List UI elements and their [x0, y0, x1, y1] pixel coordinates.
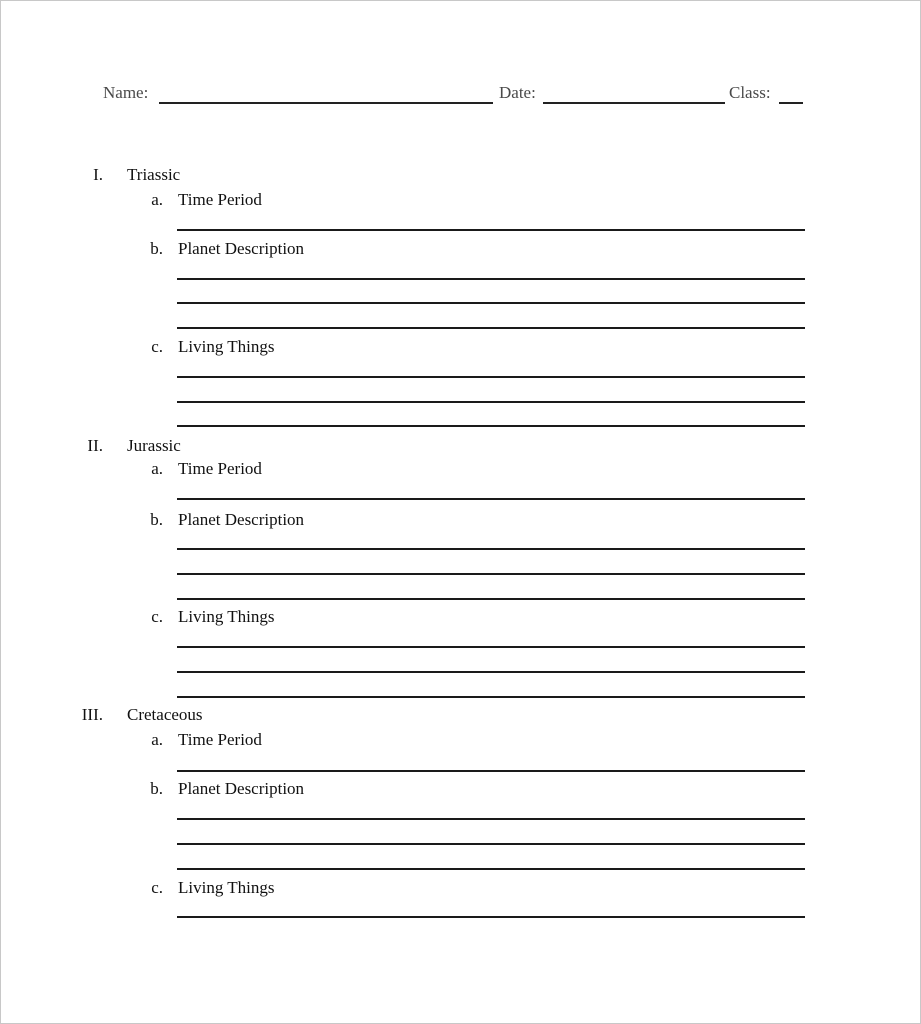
item-letter: b.	[150, 510, 163, 529]
answer-line[interactable]	[177, 278, 805, 280]
answer-line[interactable]	[177, 302, 805, 304]
section-title-triassic: Triassic	[127, 165, 181, 184]
answer-line[interactable]	[177, 770, 805, 772]
header-row	[103, 83, 807, 107]
class-label: Class:	[729, 83, 771, 102]
answer-line[interactable]	[177, 671, 805, 673]
item-label-living-things: Living Things	[178, 337, 275, 356]
date-label: Date:	[499, 83, 536, 102]
answer-line[interactable]	[177, 646, 805, 648]
answer-line[interactable]	[177, 868, 805, 870]
item-label-living-things: Living Things	[178, 607, 275, 626]
section-title-cretaceous: Cretaceous	[127, 705, 203, 724]
section-title-jurassic: Jurassic	[127, 436, 181, 455]
item-letter: b.	[150, 239, 163, 258]
section-numeral: III.	[81, 705, 103, 724]
answer-line[interactable]	[177, 916, 805, 918]
item-letter: b.	[150, 779, 163, 798]
item-letter: c.	[151, 337, 163, 356]
answer-line[interactable]	[177, 548, 805, 550]
date-blank[interactable]	[543, 102, 725, 104]
item-letter: a.	[151, 190, 163, 209]
item-label-time-period: Time Period	[178, 190, 262, 209]
item-letter: a.	[151, 459, 163, 478]
class-blank[interactable]	[779, 102, 803, 104]
section-numeral: II.	[87, 436, 103, 455]
answer-line[interactable]	[177, 229, 805, 231]
answer-line[interactable]	[177, 818, 805, 820]
item-label-living-things: Living Things	[178, 878, 275, 897]
answer-line[interactable]	[177, 573, 805, 575]
section-numeral: I.	[93, 165, 103, 184]
item-label-time-period: Time Period	[178, 730, 262, 749]
answer-line[interactable]	[177, 843, 805, 845]
item-letter: c.	[151, 607, 163, 626]
answer-line[interactable]	[177, 401, 805, 403]
name-label: Name:	[103, 83, 149, 102]
item-label-planet-description: Planet Description	[178, 239, 305, 258]
answer-line[interactable]	[177, 327, 805, 329]
name-blank[interactable]	[159, 102, 493, 104]
answer-line[interactable]	[177, 498, 805, 500]
item-label-planet-description: Planet Description	[178, 779, 305, 798]
answer-line[interactable]	[177, 696, 805, 698]
item-letter: a.	[151, 730, 163, 749]
answer-line[interactable]	[177, 425, 805, 427]
answer-line[interactable]	[177, 598, 805, 600]
item-letter: c.	[151, 878, 163, 897]
item-label-planet-description: Planet Description	[178, 510, 305, 529]
item-label-time-period: Time Period	[178, 459, 262, 478]
answer-line[interactable]	[177, 376, 805, 378]
